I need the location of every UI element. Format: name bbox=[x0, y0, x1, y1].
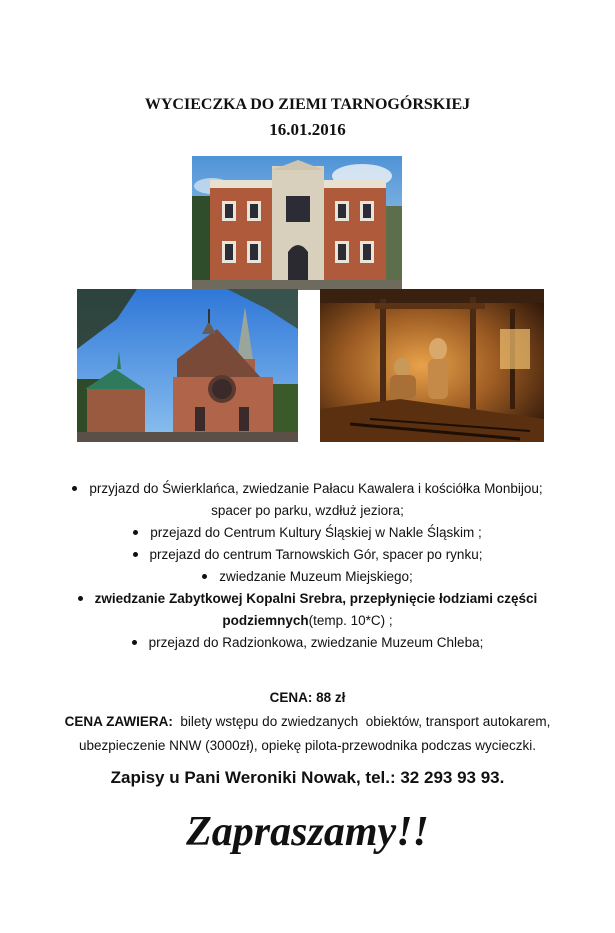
list-item: zwiedzanie Muzeum Miejskiego; bbox=[0, 566, 615, 588]
price-includes-continuation: ubezpieczenie NNW (3000zł), opiekę pilota-przewodnika podczas wycieczki. bbox=[79, 738, 536, 753]
list-item-continuation: spacer po parku, wzdłuż jeziora; bbox=[211, 503, 404, 518]
bullet-icon bbox=[133, 552, 138, 557]
list-item: przejazd do Centrum Kultury Śląskiej w Nakle Śląskim ; bbox=[0, 522, 615, 544]
bullet-icon bbox=[72, 486, 77, 491]
bullet-icon bbox=[78, 596, 83, 601]
itinerary-list bbox=[0, 478, 615, 654]
price-includes: CENA ZAWIERA: bilety wstępu do zwiedzanych obiektów, transport autokarem, bbox=[64, 714, 551, 729]
list-item: przejazd do centrum Tarnowskich Gór, spacer po rynku; bbox=[0, 544, 615, 566]
price-includes-label: CENA ZAWIERA: bbox=[64, 714, 173, 729]
bullet-icon bbox=[133, 530, 138, 535]
signup-contact: Zapisy u Pani Weroniki Nowak, tel.: 32 293 93 93. bbox=[110, 768, 505, 787]
list-item-continuation: podziemnych(temp. 10*C) ; bbox=[222, 613, 393, 628]
flyer-title: WYCIECZKA DO ZIEMI TARNOGÓRSKIEJ bbox=[144, 96, 471, 113]
list-item: przejazd do Radzionkowa, zwiedzanie Muzeum Chleba; bbox=[0, 632, 615, 654]
palace-photo bbox=[192, 156, 402, 290]
list-item: przyjazd do Świerklańca, zwiedzanie Pałacu Kawalera i kościółka Monbijou; bbox=[0, 478, 615, 500]
bullet-icon bbox=[202, 574, 207, 579]
list-item: zwiedzanie Zabytkowej Kopalni Srebra, przepłynięcie łodziami części bbox=[0, 588, 615, 610]
church-photo bbox=[77, 289, 298, 442]
bullet-icon bbox=[132, 640, 137, 645]
mine-photo bbox=[320, 289, 544, 442]
invitation: Zapraszamy!! bbox=[186, 809, 429, 855]
price: CENA: 88 zł bbox=[269, 690, 346, 705]
trip-date: 16.01.2016 bbox=[269, 120, 346, 139]
